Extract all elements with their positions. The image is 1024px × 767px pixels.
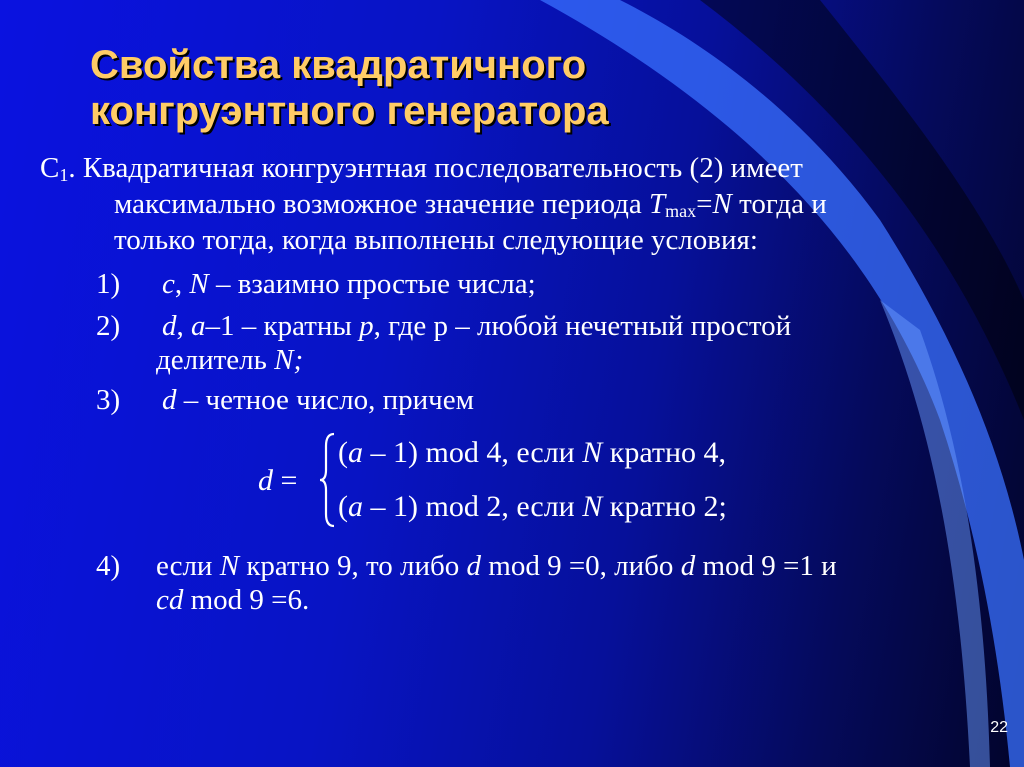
- math-variable: a: [348, 490, 363, 523]
- statement-line-3: только тогда, когда выполнены следующие условия:: [114, 224, 758, 256]
- math-variable: N: [582, 436, 603, 469]
- math-variable: d: [680, 550, 696, 582]
- math-variable: d: [162, 310, 177, 342]
- math-variable: d: [258, 464, 273, 497]
- text-segment: если: [156, 550, 220, 582]
- text-segment: делитель: [156, 344, 275, 376]
- condition-1-text: [162, 268, 536, 300]
- modulus-symbol: N: [712, 188, 732, 220]
- statement-line-2: [114, 188, 827, 220]
- equals-sign: =: [696, 188, 713, 220]
- text-segment: – взаимно простые числа;: [208, 268, 536, 300]
- text-segment: =: [273, 464, 298, 497]
- math-variable: a: [348, 436, 363, 469]
- condition-3-number: 3): [96, 384, 121, 416]
- text-segment: – 1) mod 4, если: [363, 436, 583, 469]
- math-variable: cd: [156, 584, 184, 616]
- math-variable: d: [466, 550, 482, 582]
- statement-label: C: [40, 152, 60, 184]
- condition-3-text: [162, 384, 474, 416]
- math-variable: d: [162, 384, 177, 416]
- text-segment: – 1) mod 2, если: [363, 490, 583, 523]
- period-sub: max: [665, 201, 697, 221]
- period-symbol: T: [649, 188, 666, 220]
- formula-lhs: [258, 464, 297, 498]
- text-segment: ,: [176, 310, 191, 342]
- statement-label-sub: 1: [59, 165, 69, 185]
- title-line-1: Свойства квадратичного: [90, 43, 587, 87]
- formula-d: [258, 430, 818, 530]
- text-segment: (: [338, 490, 348, 523]
- text-segment: mod 9 =6.: [183, 584, 310, 616]
- condition-2-text-cont: [156, 344, 303, 376]
- math-variable: N: [582, 490, 603, 523]
- math-variable: p: [359, 310, 374, 342]
- condition-4-text-cont: [156, 584, 309, 616]
- text-segment: (: [338, 436, 348, 469]
- math-variable: a: [191, 310, 206, 342]
- statement-line-2-end: тогда и: [731, 188, 827, 220]
- slide-number: 22: [990, 719, 1008, 736]
- text-segment: ,: [174, 268, 190, 300]
- condition-4-number: 4): [96, 550, 121, 582]
- formula-row-1: [338, 436, 726, 470]
- condition-2-number: 2): [96, 310, 121, 342]
- condition-4-text: [156, 550, 837, 582]
- slide-title: [90, 42, 850, 134]
- text-segment: –1 – кратны: [205, 310, 360, 342]
- condition-2-text: [162, 310, 791, 342]
- left-brace-icon: [318, 430, 338, 530]
- text-segment: – четное число, причем: [176, 384, 474, 416]
- text-segment: кратно 4,: [602, 436, 727, 469]
- statement-line-2-text: максимально возможное значение периода: [114, 188, 649, 220]
- text-segment: mod 9 =0, либо: [481, 550, 681, 582]
- formula-row-2: [338, 490, 727, 524]
- text-segment: кратно 9, то либо: [239, 550, 467, 582]
- condition-1-number: 1): [96, 268, 121, 300]
- text-segment: кратно 2;: [602, 490, 727, 523]
- statement-line-1: [40, 152, 803, 184]
- math-variable: N: [189, 268, 209, 300]
- statement-text: . Квадратичная конгруэнтная последовательность (2) имеет: [68, 152, 803, 184]
- math-variable: N: [219, 550, 240, 582]
- text-segment: , где р – любой нечетный простой: [373, 310, 792, 342]
- text-segment: mod 9 =1 и: [695, 550, 837, 582]
- math-variable: N;: [274, 344, 304, 376]
- title-line-2: конгруэнтного генератора: [90, 89, 609, 133]
- math-variable: c: [162, 268, 175, 300]
